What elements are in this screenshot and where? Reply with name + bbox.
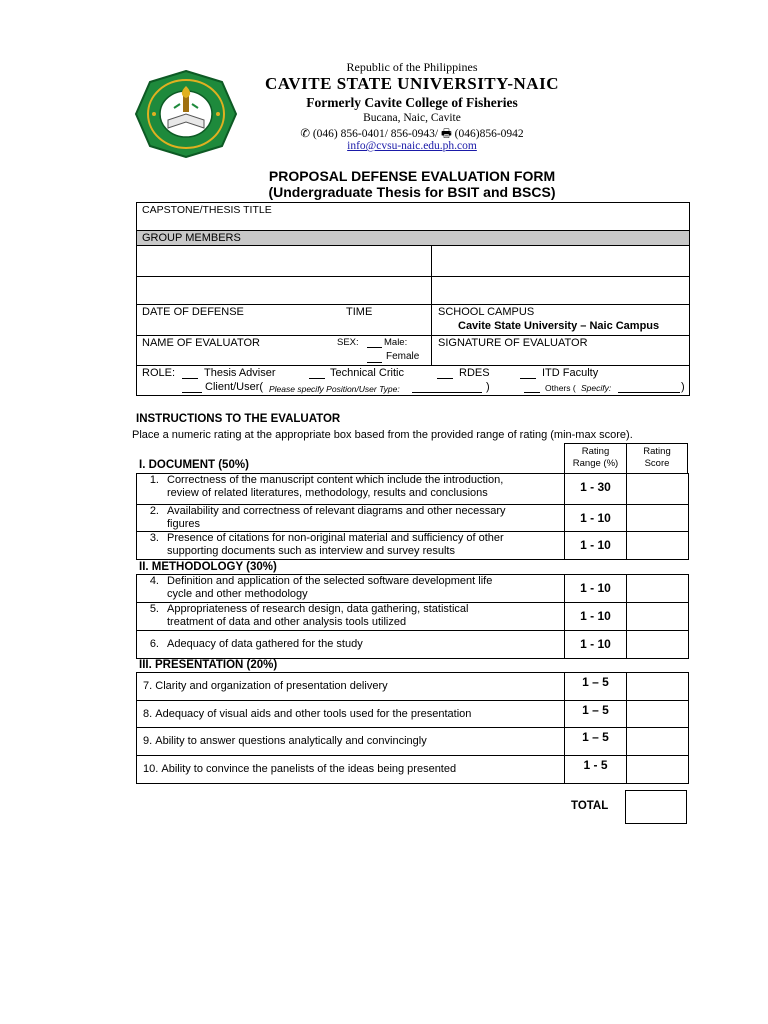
criterion-cell [137, 474, 565, 505]
criterion-range: 1 - 30 [565, 474, 627, 505]
methodology-criteria-table [136, 574, 689, 659]
criterion-text: Availability and correctness of relevant diagrams and other necessary figures [167, 505, 506, 530]
divider [137, 304, 689, 305]
client-note: Please specify Position/User Type: [269, 384, 400, 394]
rating-score-line1: Rating [643, 446, 671, 457]
score-input[interactable] [627, 603, 689, 631]
criterion-text: Correctness of the manuscript content which include the introduction, review of related literatures, methodology, results and conclusions [167, 474, 504, 499]
criterion-number: 5. [149, 603, 159, 615]
technical-critic-blank[interactable] [309, 378, 325, 379]
member-field-3[interactable] [138, 278, 430, 303]
itd-faculty-label: ITD Faculty [542, 367, 599, 379]
criterion-range: 1 – 5 [565, 673, 627, 701]
member-field-1[interactable] [138, 247, 430, 275]
score-input[interactable] [627, 673, 689, 701]
table-row [137, 728, 689, 756]
rdes-label: RDES [459, 367, 490, 379]
school-campus-label: SCHOOL CAMPUS [438, 306, 535, 318]
rdes-blank[interactable] [437, 378, 453, 379]
table-row [137, 603, 689, 631]
male-blank[interactable] [367, 347, 382, 348]
fax-number: (046)856-0942 [454, 128, 524, 140]
table-row [137, 532, 689, 560]
instructions-heading: INSTRUCTIONS TO THE EVALUATOR [136, 413, 341, 425]
address-label: Bucana, Naic, Cavite [363, 112, 461, 124]
document-criteria-table [136, 473, 689, 560]
score-input[interactable] [627, 701, 689, 728]
criterion-range: 1 - 10 [565, 603, 627, 631]
others-blank[interactable] [524, 392, 540, 393]
criterion-text: Ability to answer questions analytically and convincingly [155, 735, 427, 747]
criterion-text: Appropriateness of research design, data gathering, statistical treatment of data and other analysis tools utilized [167, 603, 469, 628]
itd-faculty-blank[interactable] [520, 378, 536, 379]
client-type-blank[interactable] [412, 392, 482, 393]
criterion-range: 1 - 10 [565, 505, 627, 532]
client-user-label: Client/User( [205, 381, 264, 393]
table-row [137, 474, 689, 505]
table-row [137, 756, 689, 784]
rating-range-line1: Rating [581, 446, 610, 457]
technical-critic-label: Technical Critic [330, 367, 404, 379]
score-input[interactable] [627, 474, 689, 505]
table-row [137, 505, 689, 532]
criterion-number: 10. [143, 763, 159, 775]
criterion-text: Adequacy of data gathered for the study [167, 638, 363, 650]
client-user-blank[interactable] [182, 392, 202, 393]
thesis-adviser-label: Thesis Adviser [204, 367, 276, 379]
client-paren-close: ) [486, 381, 490, 393]
others-label: Others ( [545, 383, 576, 393]
criterion-cell [137, 575, 565, 603]
criterion-cell [137, 532, 565, 560]
score-input[interactable] [627, 756, 689, 784]
table-row [137, 701, 689, 728]
criterion-text: Presence of citations for non-original material and sufficiency of other supporting documents such as interview and survey results [167, 532, 504, 557]
form-subtitle: (Undergraduate Thesis for BSIT and BSCS) [268, 184, 556, 200]
divider [137, 365, 689, 366]
divider [137, 335, 689, 336]
criterion-number: 3. [149, 532, 159, 544]
female-label: Female [386, 351, 420, 362]
score-input[interactable] [627, 532, 689, 560]
male-label: Male: [384, 337, 408, 348]
score-input[interactable] [627, 505, 689, 532]
divider [431, 246, 432, 304]
total-label: TOTAL [571, 800, 609, 812]
criterion-range: 1 - 5 [565, 756, 627, 784]
divider [137, 276, 689, 277]
criterion-text: Definition and application of the selected software development life cycle and other methodology [167, 575, 493, 600]
fax-icon: 🖶 [440, 128, 452, 140]
republic-label: Republic of the Philippines [346, 60, 478, 74]
role-label: ROLE: [142, 367, 176, 379]
instructions-text: Place a numeric rating at the appropriate box based from the provided range of rating (min-max score). [132, 429, 633, 441]
presentation-criteria-table [136, 672, 689, 784]
table-row [137, 575, 689, 603]
specify-label: Specify: [581, 383, 612, 393]
table-row [137, 631, 689, 659]
criterion-number: 7. [143, 680, 153, 692]
criterion-range: 1 – 5 [565, 728, 627, 756]
score-input[interactable] [627, 728, 689, 756]
document-section-label: I. DOCUMENT (50%) [139, 459, 249, 471]
email-link[interactable]: info@cvsu-naic.edu.ph.com [347, 140, 477, 152]
criterion-cell [137, 728, 565, 756]
presentation-section-label: III. PRESENTATION (20%) [139, 659, 278, 671]
criterion-cell [137, 673, 565, 701]
university-name: CAVITE STATE UNIVERSITY-NAIC [265, 74, 559, 93]
form-title: PROPOSAL DEFENSE EVALUATION FORM [268, 168, 556, 184]
others-paren-close: ) [681, 381, 685, 393]
criterion-number: 1. [149, 474, 159, 486]
member-field-4[interactable] [433, 278, 688, 303]
criterion-range: 1 - 10 [565, 575, 627, 603]
rating-score-header [626, 443, 688, 474]
methodology-section-label: II. METHODOLOGY (30%) [139, 561, 277, 573]
rating-range-line2: Range (%) [572, 458, 619, 469]
criterion-text: Ability to convince the panelists of the ideas being presented [161, 763, 457, 775]
rating-score-line2: Score [644, 458, 670, 469]
score-input[interactable] [627, 575, 689, 603]
criterion-range: 1 - 10 [565, 631, 627, 659]
criterion-text: Clarity and organization of presentation delivery [155, 680, 388, 692]
signature-label: SIGNATURE OF EVALUATOR [438, 337, 588, 349]
criterion-cell [137, 756, 565, 784]
criterion-number: 9. [143, 735, 153, 747]
total-score-input[interactable] [625, 790, 687, 824]
sex-label: SEX: [337, 337, 359, 348]
email-row [0, 140, 768, 152]
score-input[interactable] [627, 631, 689, 659]
table-row [137, 673, 689, 701]
criterion-number: 6. [149, 638, 159, 650]
criterion-cell [137, 701, 565, 728]
group-members-label: GROUP MEMBERS [142, 232, 241, 244]
campus-value: Cavite State University – Naic Campus [458, 320, 660, 332]
criterion-range: 1 – 5 [565, 701, 627, 728]
formerly-label: Formerly Cavite College of Fisheries [306, 95, 518, 110]
others-specify-blank[interactable] [618, 392, 680, 393]
criterion-cell [137, 505, 565, 532]
criterion-number: 2. [149, 505, 159, 517]
thesis-adviser-blank[interactable] [182, 378, 198, 379]
criterion-range: 1 - 10 [565, 532, 627, 560]
evaluator-name-label: NAME OF EVALUATOR [142, 337, 260, 349]
phone-numbers: (046) 856-0401/ 856-0943/ [312, 128, 439, 140]
female-blank[interactable] [367, 362, 382, 363]
criterion-number: 4. [149, 575, 159, 587]
criterion-cell [137, 603, 565, 631]
member-field-2[interactable] [433, 247, 688, 275]
rating-range-header [564, 443, 627, 474]
date-of-defense-label: DATE OF DEFENSE [142, 306, 244, 318]
criterion-text: Adequacy of visual aids and other tools used for the presentation [155, 707, 472, 720]
divider [137, 245, 689, 246]
criterion-number: 8. [143, 707, 153, 720]
time-label: TIME [346, 306, 373, 318]
capstone-title-label: CAPSTONE/THESIS TITLE [142, 204, 272, 216]
phone-icon: ✆ [300, 128, 310, 140]
criterion-cell [137, 631, 565, 659]
